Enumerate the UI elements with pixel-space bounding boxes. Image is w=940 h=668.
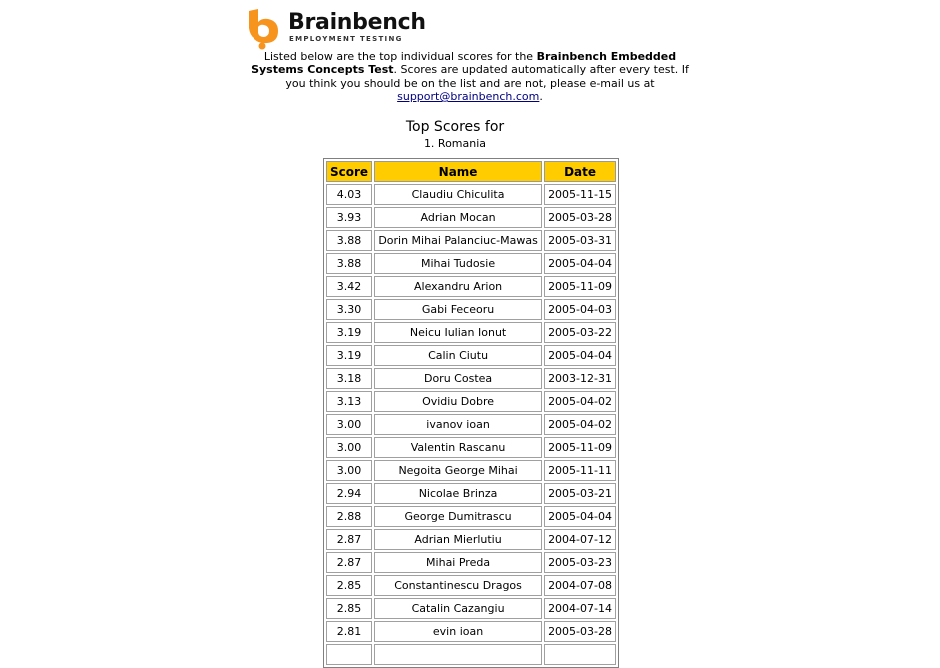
- name-cell: Catalin Cazangiu: [374, 598, 542, 619]
- intro-text: Listed below are the top individual scores for the: [263, 50, 537, 63]
- table-row: [326, 483, 616, 504]
- date-cell: 2005-11-11: [544, 460, 616, 481]
- intro-text: . Scores are updated automatically after every test. If you think you should be on the list and are not, please e-mail us at: [285, 63, 689, 90]
- date-cell: 2005-03-22: [544, 322, 616, 343]
- support-email-link[interactable]: support@brainbench.com: [397, 90, 540, 104]
- brainbench-b-logo-icon: [245, 8, 285, 50]
- name-cell: Calin Ciutu: [374, 345, 542, 366]
- table-row: [326, 460, 616, 481]
- date-cell: 2005-11-15: [544, 184, 616, 205]
- date-cell: 2005-04-04: [544, 253, 616, 274]
- score-cell: 3.00: [326, 414, 372, 435]
- score-cell: 3.18: [326, 368, 372, 389]
- date-cell: 2005-03-31: [544, 230, 616, 251]
- test-name: Brainbench Embedded Systems Concepts Test: [251, 50, 677, 77]
- intro-paragraph: [240, 50, 700, 104]
- score-cell: 2.81: [326, 621, 372, 642]
- brainbench-logo[interactable]: [245, 8, 425, 50]
- score-cell: 2.85: [326, 575, 372, 596]
- column-header-name: Name: [374, 161, 542, 182]
- name-cell: Ovidiu Dobre: [374, 391, 542, 412]
- name-cell: Dorin Mihai Palanciuc-Mawas: [374, 230, 542, 251]
- name-cell: George Dumitrascu: [374, 506, 542, 527]
- top-scores-table: [323, 158, 619, 668]
- score-cell: 2.85: [326, 598, 372, 619]
- date-cell: 2005-04-03: [544, 299, 616, 320]
- table-row: [326, 414, 616, 435]
- date-cell: [544, 644, 616, 665]
- name-cell: Adrian Mierlutiu: [374, 529, 542, 550]
- score-cell: 3.88: [326, 230, 372, 251]
- name-cell: Claudiu Chiculita: [374, 184, 542, 205]
- date-cell: 2005-04-04: [544, 345, 616, 366]
- name-cell: Gabi Feceoru: [374, 299, 542, 320]
- table-row: [326, 506, 616, 527]
- score-cell: 2.87: [326, 529, 372, 550]
- name-cell: Alexandru Arion: [374, 276, 542, 297]
- name-cell: Constantinescu Dragos: [374, 575, 542, 596]
- table-row: [326, 253, 616, 274]
- score-cell: 3.00: [326, 437, 372, 458]
- table-header-row: [326, 161, 616, 182]
- name-cell: Nicolae Brinza: [374, 483, 542, 504]
- score-cell: 3.19: [326, 322, 372, 343]
- date-cell: 2005-11-09: [544, 276, 616, 297]
- table-row: [326, 529, 616, 550]
- name-cell: Mihai Preda: [374, 552, 542, 573]
- date-cell: 2005-04-04: [544, 506, 616, 527]
- table-row: [326, 575, 616, 596]
- table-row: [326, 437, 616, 458]
- score-cell: 3.42: [326, 276, 372, 297]
- column-header-date: Date: [544, 161, 616, 182]
- name-cell: Neicu Iulian Ionut: [374, 322, 542, 343]
- name-cell: Valentin Rascanu: [374, 437, 542, 458]
- table-row: [326, 621, 616, 642]
- name-cell: Doru Costea: [374, 368, 542, 389]
- page-title: Top Scores for: [405, 119, 505, 135]
- date-cell: 2005-11-09: [544, 437, 616, 458]
- name-cell: Negoita George Mihai: [374, 460, 542, 481]
- date-cell: 2004-07-12: [544, 529, 616, 550]
- name-cell: Adrian Mocan: [374, 207, 542, 228]
- date-cell: 2005-03-23: [544, 552, 616, 573]
- intro-text: .: [539, 90, 543, 104]
- score-cell: 2.88: [326, 506, 372, 527]
- score-cell: 3.88: [326, 253, 372, 274]
- score-cell: [326, 644, 372, 665]
- score-cell: 3.93: [326, 207, 372, 228]
- table-row: [326, 207, 616, 228]
- score-cell: 3.00: [326, 460, 372, 481]
- table-row: [326, 184, 616, 205]
- table-row: [326, 368, 616, 389]
- brand-tagline: EMPLOYMENT TESTING: [289, 35, 403, 43]
- country-subtitle: 1. Romania: [423, 137, 487, 150]
- table-row: [326, 345, 616, 366]
- date-cell: 2005-03-28: [544, 207, 616, 228]
- score-cell: 2.87: [326, 552, 372, 573]
- table-row: [326, 299, 616, 320]
- score-cell: 3.19: [326, 345, 372, 366]
- score-cell: 3.30: [326, 299, 372, 320]
- table-row: [326, 552, 616, 573]
- score-cell: 2.94: [326, 483, 372, 504]
- name-cell: ivanov ioan: [374, 414, 542, 435]
- brand-name: Brainbench: [288, 10, 426, 35]
- date-cell: 2004-07-14: [544, 598, 616, 619]
- date-cell: 2005-04-02: [544, 414, 616, 435]
- table-row: [326, 322, 616, 343]
- table-row: [326, 276, 616, 297]
- date-cell: 2003-12-31: [544, 368, 616, 389]
- date-cell: 2004-07-08: [544, 575, 616, 596]
- table-row: [326, 391, 616, 412]
- table-row: [326, 230, 616, 251]
- date-cell: 2005-04-02: [544, 391, 616, 412]
- score-cell: 3.13: [326, 391, 372, 412]
- name-cell: evin ioan: [374, 621, 542, 642]
- table-row: [326, 644, 616, 665]
- name-cell: Mihai Tudosie: [374, 253, 542, 274]
- column-header-score: Score: [326, 161, 372, 182]
- name-cell: [374, 644, 542, 665]
- date-cell: 2005-03-28: [544, 621, 616, 642]
- table-body: [326, 184, 616, 665]
- table-row: [326, 598, 616, 619]
- score-cell: 4.03: [326, 184, 372, 205]
- date-cell: 2005-03-21: [544, 483, 616, 504]
